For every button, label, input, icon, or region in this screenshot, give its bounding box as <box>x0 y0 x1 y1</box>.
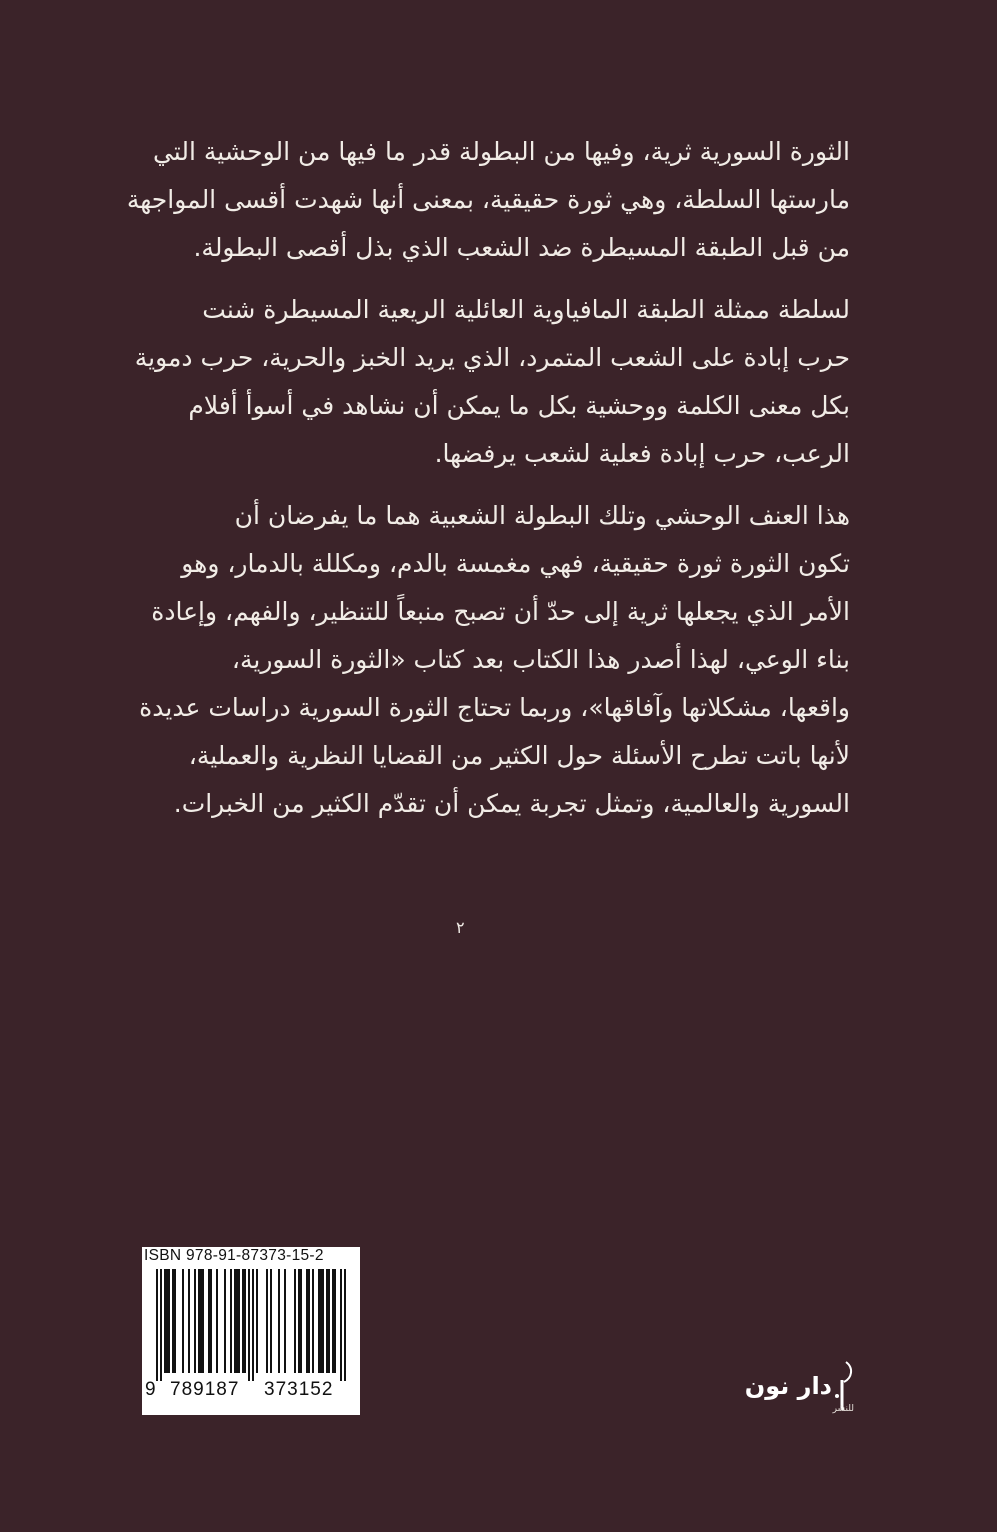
barcode-bar <box>266 1269 268 1373</box>
blurb-line: من قبل الطبقة المسيطرة ضد الشعب الذي بذل أقصى البطولة. <box>193 233 850 262</box>
barcode-bar <box>334 1269 336 1373</box>
barcode-bar <box>238 1269 240 1373</box>
blurb-line: بناء الوعي، لهذا أصدر هذا الكتاب بعد كتاب «الثورة السورية، <box>231 645 850 674</box>
barcode-bar <box>198 1269 200 1373</box>
barcode-bar <box>234 1269 236 1373</box>
barcode-bar <box>168 1269 170 1373</box>
barcode-digits-left: 789187 <box>170 1379 240 1400</box>
barcode-bar <box>312 1269 314 1373</box>
barcode-bar <box>320 1269 322 1373</box>
blurb-line: بكل معنى الكلمة ووحشية بكل ما يمكن أن نشاهد في أسوأ أفلام <box>188 391 850 420</box>
barcode-bar <box>278 1269 280 1373</box>
barcode-bar <box>294 1269 296 1373</box>
blurb-line: السورية والعالمية، وتمثل تجربة يمكن أن تقدّم الكثير من الخبرات. <box>173 789 850 818</box>
blurb-line: الرعب، حرب إبادة فعلية لشعب يرفضها. <box>434 439 850 468</box>
barcode-bar <box>340 1269 342 1381</box>
barcode-bar <box>328 1269 330 1373</box>
barcode-digits <box>142 1379 360 1409</box>
barcode-bar <box>244 1269 246 1373</box>
blurb-line: الأمر الذي يجعلها ثرية إلى حدّ أن تصبح منبعاً للتنظير، والفهم، وإعادة <box>151 597 850 626</box>
barcode-bar <box>256 1269 258 1373</box>
barcode-bar <box>156 1269 158 1381</box>
barcode-bar <box>306 1269 308 1373</box>
blurb-line: تكون الثورة ثورة حقيقية، فهي مغمسة بالدم، ومكللة بالدمار، وهو <box>181 549 850 578</box>
barcode-bar <box>188 1269 190 1373</box>
publisher-name: دار نون <box>744 1372 832 1400</box>
blurb-line: مارستها السلطة، وهي ثورة حقيقية، بمعنى أنها شهدت أقسى المواجهة <box>126 185 850 214</box>
barcode-bar <box>194 1269 196 1373</box>
barcode-bar <box>202 1269 204 1373</box>
barcode-bar <box>182 1269 184 1373</box>
barcode-digit-first: 9 <box>145 1379 157 1400</box>
barcode-bar <box>216 1269 218 1373</box>
blurb-line: واقعها، مشكلاتها وآفاقها»، وربما تحتاج الثورة السورية دراسات عديدة <box>139 693 850 722</box>
barcode-bar <box>322 1269 324 1373</box>
barcode-bar <box>174 1269 176 1373</box>
barcode-bar <box>284 1269 286 1373</box>
barcode-bar <box>160 1269 162 1381</box>
blurb-line: لسلطة ممثلة الطبقة المافياوية العائلية الريعية المسيطرة شنت <box>202 295 850 324</box>
publisher-logo <box>744 1360 858 1430</box>
blurb-line: لأنها باتت تطرح الأسئلة حول الكثير من القضايا النظرية والعملية، <box>188 741 850 770</box>
barcode-bar <box>300 1269 302 1373</box>
barcode-bar <box>298 1269 300 1373</box>
barcode-bar <box>318 1269 320 1373</box>
blurb-paragraph-2 <box>134 286 850 478</box>
barcode-bar <box>208 1269 210 1373</box>
barcode-bar <box>210 1269 212 1373</box>
barcode-bar <box>326 1269 328 1373</box>
barcode-bar <box>200 1269 202 1373</box>
blurb-line: هذا العنف الوحشي وتلك البطولة الشعبية هما ما يفرضان أن <box>234 501 850 530</box>
barcode-bar <box>248 1269 250 1381</box>
barcode-bar <box>332 1269 334 1373</box>
publisher-subtitle: للنشر <box>832 1404 854 1414</box>
barcode-bar <box>344 1269 346 1381</box>
barcode-bar <box>164 1269 166 1373</box>
barcode-bar <box>252 1269 254 1381</box>
barcode-bar <box>224 1269 226 1373</box>
blurb-line: الثورة السورية ثرية، وفيها من البطولة قدر ما فيها من الوحشية التي <box>152 137 850 166</box>
blurb-paragraph-3 <box>139 492 850 828</box>
barcode-bar <box>270 1269 272 1373</box>
blurb-line: حرب إبادة على الشعب المتمرد، الذي يريد الخبز والحرية، حرب دموية <box>134 343 850 372</box>
isbn-label: ISBN 978-91-87373-15-2 <box>144 1247 324 1264</box>
barcode-bar <box>166 1269 168 1373</box>
blurb-paragraph-1 <box>126 128 850 272</box>
barcode-digits-right: 373152 <box>264 1379 334 1400</box>
barcode-bar <box>172 1269 174 1373</box>
isbn-barcode <box>142 1247 360 1415</box>
blurb-text <box>126 128 850 842</box>
barcode-bars <box>142 1269 360 1381</box>
barcode-bar <box>242 1269 244 1373</box>
barcode-bar <box>230 1269 232 1373</box>
section-end-mark: ٢ <box>456 918 465 937</box>
barcode-bar <box>236 1269 238 1373</box>
barcode-bar <box>308 1269 310 1373</box>
